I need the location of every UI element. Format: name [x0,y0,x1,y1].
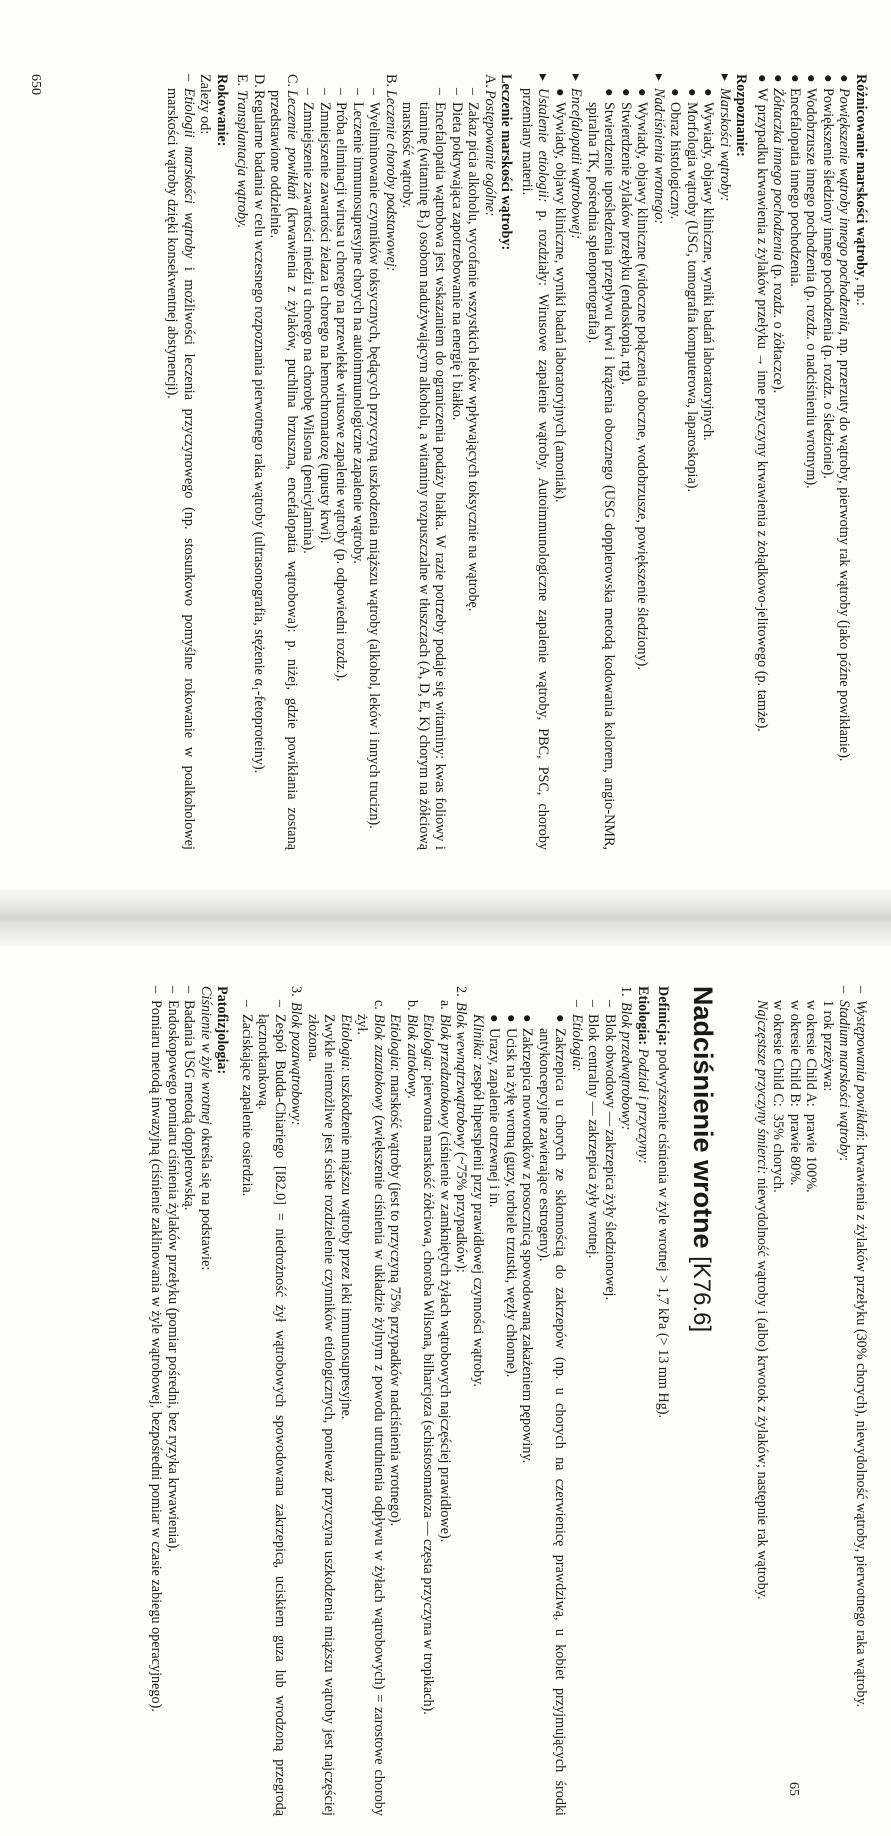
block-1-etiology-item [519,1014,536,1816]
definition-text: podwyższenie ciśnienia w żyle wrotnej > 1,7 kPa (> 13 mm Hg). [655,1045,672,1419]
block-1-item-text [602,1014,619,1300]
treatment-a-item [399,88,449,850]
diagnosis-item-text: Wywiady, objawy kliniczne (widoczne połączenia oboczne, wodobrzusze, powiększenie śledziony). [634,102,651,670]
pathophysiology-item-text [148,1000,165,1712]
dash-marker: – [239,1000,255,1008]
prognosis-intro: Zależy od: [197,74,214,135]
diff-item-text: W przypadku krwawienia z żylaków przełyku → inne przyczyny krwawienia z żołądkowo-jelitowego (p. tamże). [754,88,770,732]
chapter-heading [686,986,720,1816]
block-1-item-text: Blok obwodowy — zakrzepica żyły śledzionowej. [602,1014,618,1301]
block-2-number: 2. [453,986,470,997]
treatment-b-item-text [366,102,383,829]
block-3-item-text: Zespół Budda-Chiariego [I82.0] = niedrożność żył wątrobowych spowodowana zakrzepicą, uciskiem guza lub wrodzoną przegrodą łącznotkankową. [255,1014,288,1816]
triangle-bullet-icon: ▸ [535,74,552,82]
block-3-number: 3. [288,986,305,997]
diagnosis-group-list [552,88,569,850]
block-1-number: 1. [618,986,635,997]
dash-marker: – [333,88,350,96]
dash-marker: – [181,74,197,82]
survival-item: w okresie Child B: prawie 80%. [787,1000,803,1186]
survival-intro: 1 rok przeżywa: [820,1000,836,1092]
dash-marker: – [569,1000,585,1008]
block-2-title-rest: (~75% przypadków): [453,1148,470,1273]
survival-block [754,1000,837,1816]
block-2c-etiology-text: uszkodzenie miąższu wątroby przez leki immunosupresyjne. [338,1071,354,1420]
diagnosis-item-text: Wywiady, objawy kliniczne, wyniki badań laboratoryjnych (amoniak). [552,102,568,503]
block-1-etiology-item-text: Zakrzepica noworodków z posocznicą spowodowaną zakażeniem pępowiny. [519,1028,536,1464]
diagnosis-group [568,74,585,850]
pathophysiology-item [148,986,165,1816]
treatment-b-label: B. [383,74,399,88]
diagnosis-group-list [667,88,717,850]
differential-item-text [803,88,820,489]
pathophysiology-item-text: Endoskopowego pomiaru ciśnienia żylaków przełyku (pomiar pośredni, bez ryzyka krwawienia). [165,1000,181,1552]
treatment-b-item-text: Leczenie immunosupresyjne chorych na autoimmunologiczne zapalenie wątroby. [350,102,366,564]
diagnosis-group-title: Marskości wątroby: [717,88,733,202]
pathophysiology-item-text: Badania USG metodą dopplerowską. [181,1000,198,1211]
top-item-text: : krwawienia z żylaków przełyku (30% chorych), niewydolność wątroby, pierwotnego raka wątroby. [853,1137,869,1708]
diagnosis-item-text: Stwierdzenie upośledzenia przepływu krwi i krążenia obocznego (USG dopplerowska metodą kodowania kolorem, angio-NMR, spiralna TK, pośrednia splenoportografia). [585,102,618,850]
etiology-label: Etiologia: [635,986,651,1046]
block-3-list [239,1000,289,1816]
block-2b-letter: b. [404,1000,420,1011]
treatment-heading: Leczenie marskości wątroby: [498,74,515,251]
treatment-b-item-text: Próba eliminacji wirusa u chorego na przewlekłe wirusowe zapalenie wątroby (p. odpowiedni rozdz.). [333,102,350,682]
diagnosis-group-list [585,88,651,850]
bullet-icon: ● [836,74,853,83]
left-page [0,0,891,890]
treatment-a-item-text: Encefalopatia wątrobowa jest wskazaniem do ograniczenia podaży białka. W razie potrzeby podaje się witaminy: kwas foliowy i tiaminę (witaminę B₁) osobom nadużywającym alkoholu, a witaminy rozpuszczalne w tłuszczach (A, D, E, K) chorym na żółciową marskość wątroby. [399,102,449,850]
survival-list [770,1000,820,1816]
diagnosis-item-text [634,102,651,670]
prognosis-factor [836,986,853,1816]
block-1-etiology-item-text: Urazy, zapalenie otrzewnej i in. [486,1028,503,1208]
dash-marker: – [836,986,853,994]
bullet-icon: ● [684,88,700,97]
treatment-b-item [350,88,367,850]
diff-item-text: Powiększenie śledziony innego pochodzenia (p. rozdz. o śledzionie). [820,88,836,479]
diagnosis-section [519,74,750,850]
differential-item [770,74,787,850]
block-1-etiology-label: Etiologia: [569,1014,585,1072]
survival-item: w okresie Child C: 35% chorych. [770,1000,787,1193]
bullet-icon: ● [787,74,803,83]
dash-marker: – [300,88,317,96]
differential-heading: Różnicowanie marskości wątroby [853,74,869,278]
diagnosis-group-text [568,88,585,239]
triangle-bullet-icon: ▸ [568,74,585,82]
top-item-em: Stadium marskości wątroby [836,1000,853,1158]
prognosis-item-em: Etiologii marskości wątroby [181,88,197,259]
block-2a-etiology-text: pierwotna marskość żółciowa, choroba Wilsona, bilharcjoza (schistosomatoza — częsta przyczyna w tropikach). [420,1071,437,1715]
block-1-clinic-label: Klinika: [470,1014,486,1061]
diagnosis-item-text: Stwierdzenie żylaków przełyku (endoskopia, rtg). [618,102,634,385]
icd-code: [K76.6] [688,1256,716,1333]
diagnosis-groups [552,74,734,850]
block-3-item [255,1000,288,1816]
etiology-heading [635,986,652,1816]
block-1-clinic-text: zespół hipersplenii przy prawidłowej czynności wątroby. [470,1060,486,1387]
diagnosis-group [651,74,668,850]
diagnosis-item-text: Wywiady, objawy kliniczne, wyniki badań laboratoryjnych. [700,102,717,441]
diagnosis-item [552,88,569,850]
etiology-line [519,74,552,850]
bullet-icon: ● [820,74,836,83]
bullet-icon: ● [803,74,820,83]
block-2a-etiology-label: Etiologia: [420,1014,437,1072]
treatment-a-list [399,88,482,850]
diagnosis-item-text [700,102,717,441]
block-3-item [239,1000,256,1816]
block-2-note: Zwykle niemożliwe jest ścisłe rozdzielenie czynników etiologicznych, ponieważ przyczyna uszkodzenia miąższu wątroby jest najczęściej złożona. [305,1014,338,1816]
diff-item-post: (p. rozdz. o żółtaczce). [770,260,787,394]
treatment-b-item [333,88,350,850]
block-1-etiology-item-text [503,1028,520,1377]
bullet-icon: ● [503,1014,519,1023]
bullet-icon: ● [552,1014,569,1023]
diagnosis-item-text: Morfologia wątroby (USG, tomografia komputerowa, laparoskopia). [684,102,700,493]
pathophysiology-item [165,986,182,1816]
dash-marker: – [350,88,366,96]
pathophysiology-item [181,986,198,1816]
treatment-c-em: Leczenie powikłań [284,90,300,200]
diagnosis-item [684,88,701,850]
bullet-icon: ● [552,88,568,97]
etiology-line-em: Ustalenie etiologii: [535,88,552,203]
pathophysiology-intro: określa się na podstawie: [198,1124,214,1271]
treatment-b-item-text: Wyeliminowanie czynników toksycznych, będących przyczyną uszkodzenia miąższu wątroby (alkohol, leków i innych trucizn). [366,102,383,829]
treatment-b-item-text [317,102,334,544]
prognosis-heading: Rokowanie: [214,74,230,147]
block-1-etiology-list [486,1014,569,1816]
prognosis-continued [836,986,869,1816]
block-1-etiology-item-text [519,1028,536,1463]
top-item-em: Występowania powikłań [853,1000,869,1138]
diagnosis-group-title: Nadciśnienia wrotnego: [651,88,667,225]
block-2c-letter: c. [371,1000,387,1010]
diagnosis-item-text [684,102,701,492]
book-gutter [0,890,891,946]
treatment-a-item-text [399,102,449,850]
pathophysiology-intro-em: Ciśnienie w żyle wrotnej [198,986,214,1125]
block-3-item-text: Zaciskające zapalenie osierdzia. [239,1014,255,1197]
diagnosis-item [700,88,717,850]
bullet-icon: ● [486,1014,503,1023]
definition [655,986,672,1816]
block-3 [288,986,305,1816]
block-2a-title: Blok przedzatokowy [437,1014,453,1128]
etiology-line-text: p. rozdziały: Wirusowe zapalenie wątroby, Autoimmunologiczne zapalenie wątroby, PBC, PSC, choroby przemiany materii. [519,88,552,851]
block-2a-text: (ciśnienie w zamkniętych żyłach wątrobowych najczęściej prawidłowe). [437,1127,453,1543]
treatment-b-item-text: Zmniejszenie zawartości miedzi u chorego na chorobę Wilsona (penicylamina). [300,102,317,554]
differential-item-text [787,88,804,287]
treatment-e-em: Transplantacja wątroby. [234,90,251,229]
treatment-a-title: Postępowanie ogólne: [482,90,498,217]
diff-item-text: Encefalopatia innego pochodzenia. [787,88,803,287]
treatment-a [482,74,499,850]
bullet-icon: ● [519,1014,536,1023]
block-2a-letter: a. [437,1000,453,1010]
differential-heading-suffix: , np.: [853,277,869,306]
diagnosis-item-text [667,102,684,219]
differential-item [754,74,771,850]
block-1 [618,986,635,1816]
treatment-b-title: Leczenie choroby podstawowej: [383,90,399,272]
treatment-d-label: D. [251,74,267,88]
bullet-icon: ● [601,88,618,97]
dash-marker: – [853,986,869,994]
dash-marker: – [449,88,465,96]
diagnosis-item [585,88,618,850]
treatment-a-label: A. [482,74,498,88]
block-1-etiology-item [503,1014,520,1816]
chapter-title: Nadciśnienie wrotne [688,986,719,1249]
diagnosis-group-text [717,88,734,201]
differential-item [836,74,853,850]
diagnosis-item [634,88,651,850]
pathophysiology-item-text [181,1000,198,1210]
diff-item-em: Żółtaczka innego pochodzenia [770,88,787,261]
pathophysiology-item-text [165,1000,182,1552]
block-3-item-text [255,1014,288,1816]
diff-item-em: Powiększenie wątroby innego pochodzenia [836,88,853,332]
dash-marker: – [272,1000,288,1008]
left-page-number: 650 [28,74,43,95]
block-3-item-text [239,1014,256,1196]
diagnosis-item-text [552,102,569,502]
bullet-icon: ● [700,88,717,97]
block-2c [354,1000,387,1816]
block-1-item [602,1000,619,1816]
treatment-b [383,74,400,850]
block-1-etiology-item-text: Zakrzepica u chorych ze skłonnością do zakrzepów (np. u chorych na czerwienicę prawdziwą, u kobiet przyjmujących środki antykoncepcyjne zawierające estrogeny). [536,1028,569,1816]
treatment-a-item-text: Dieta pokrywająca zapotrzebowanie na energię i białko. [449,102,465,421]
dash-marker: – [165,986,181,994]
treatment-c [267,74,300,850]
block-1-list [585,1000,618,1816]
treatment-b-item-text [300,102,317,554]
treatment-b-item [300,88,317,850]
block-1-etiology-item-text: Ucisk na żyłę wrotną (guzy, torbiele trzustki, węzły chłonne). [503,1028,519,1378]
treatment-d [251,74,268,850]
block-2b-title: Blok zatokowy. [404,1014,420,1100]
dash-marker: – [317,88,333,96]
death-causes-text: niewydolność wątroby i (albo) krwotok z żylaków; następnie rak wątroby. [754,1174,770,1600]
bullet-icon: ● [770,74,787,83]
diagnosis-group-text [651,88,668,224]
treatment-section [234,74,515,850]
diagnosis-item [618,88,635,850]
block-2b [404,1000,421,1816]
diagnosis-item [667,88,684,850]
block-1-item-text: Blok centralny — zakrzepica żyły wrotnej. [585,1014,602,1259]
right-page-number: 65 [786,1782,801,1796]
treatment-a-item-text [449,102,466,420]
block-2c-title: Blok zazatokowy [371,1014,387,1111]
prognosis-factor-text [836,1000,853,1161]
treatment-a-item [449,88,466,850]
dash-marker: – [602,1000,618,1008]
block-1-title: Blok przedwątrobowy: [618,1002,635,1131]
block-1-etiology-item-text [536,1028,569,1816]
treatment-b-item [366,88,383,850]
definition-label: Definicja: [655,986,672,1046]
pathophysiology-heading: Patofizjologia: [214,986,231,1075]
differential-item [787,74,804,850]
treatment-a-item-text: Zakaz picia alkoholu, wycofanie wszystkich leków wpływających toksycznie na wątrobę. [465,102,482,612]
dash-marker: – [148,986,165,994]
diagnosis-item-text: Obraz histologiczny. [667,102,684,220]
treatment-b-item-text: Zmniejszenie zawartości żelaza u chorego na hemochromatozę (upusty krwi). [317,102,333,544]
differential-item [820,74,837,850]
block-1-item-text [585,1014,602,1258]
bullet-icon: ● [754,74,770,83]
death-causes-em: Najczęstsze przyczyny śmierci: [754,1000,770,1175]
etiology-sub: Podział i przyczyny: [635,1048,651,1164]
dash-marker: – [465,88,482,96]
block-1-etiology [569,1000,586,1816]
triangle-bullet-icon: ▸ [717,74,733,82]
diagnosis-group-title: Encefalopatii wątrobowej: [568,88,585,240]
prognosis-factor [853,986,870,1816]
diagnosis-item-text [585,102,618,850]
bullet-icon: ● [618,88,634,97]
differential-item-text [836,88,853,761]
block-2c-text: (zwiększenie ciśnienia w układzie żylnym z powodu utrudnienia odpływu w żyłach wątrobowych) = zarostowe choroby żył. [354,1014,387,1816]
block-2b-etiology-label: Etiologia: [387,1014,404,1072]
diff-item-text: Wodobrzusze innego pochodzenia (p. rozdz. o nadciśnieniu wrotnym). [803,88,820,489]
dash-marker: – [432,88,449,96]
treatment-e [234,74,251,850]
diff-item-post: , np. przerzuty do wątroby, pierwotny rak wątroby (jako późne powikłanie). [836,331,853,762]
triangle-bullet-icon: ▸ [651,74,667,82]
prognosis-factor-text [853,1000,870,1707]
block-1-etiology-item [536,1014,569,1816]
bullet-icon: ● [667,88,684,97]
differential-item [803,74,820,850]
differential-item-text [820,88,837,479]
treatment-a-item-text [465,102,482,611]
prognosis-item [164,74,197,850]
block-2a [437,1000,454,1816]
diagnosis-group [717,74,734,850]
block-1-item [585,1000,602,1816]
differential-list [754,74,853,850]
differential-item-text [754,88,771,732]
treatment-c-text: (krwawienia z żylaków, puchlina brzuszna, encefalopatia wątrobowa): p. niżej, gdzie powikłania zostaną przedstawione oddzielnie. [267,90,300,850]
differential-item-text [770,88,787,393]
block-2 [453,986,470,1816]
treatment-b-item-text [333,102,350,682]
block-1-etiology-item-text [486,1028,503,1207]
treatment-a-item [465,88,482,850]
pathophysiology-item-text: Pomiaru metodą inwazyjną (ciśnienie zaklinowania w żyle wątrobowej, bezpośredni pomiar w czasie zabiegu operacyjnego). [148,1000,165,1712]
block-2c-etiology-label: Etiologia: [338,1014,354,1072]
treatment-c-label: C. [284,74,300,88]
survival-item: w okresie Child A: prawie 100%. [803,1000,820,1193]
block-2-title: Blok wewnątrzwątrobowy [453,1002,470,1149]
treatment-d-text: Regularne badania w celu wczesnego rozpoznania pierwotnego raka wątroby (ultrasonografia, stężenie α₁-fetoproteiny). [251,90,267,774]
diagnosis-item-text [618,102,635,385]
diagnosis-heading: Rozpoznanie: [733,74,750,157]
block-1-etiology-item [486,1014,503,1816]
dash-marker: – [366,88,383,96]
prognosis-section [164,74,230,850]
treatment-e-label: E. [234,74,251,87]
top-item-text: : [836,1157,853,1162]
right-page [0,946,891,1836]
block-2b-etiology-text: marskość wątroby (jest to przyczyną 75% przypadków nadciśnienia wrotnego). [387,1071,404,1527]
treatment-b-list [300,88,383,850]
dash-marker: – [181,986,198,994]
pathophysiology-list [148,986,198,1816]
prognosis-item-text: i możliwości leczenia przyczynowego (np. stosunkowo pomyślne rokowanie w poalkoholowej marskości wątroby dzięki konsekwentnej abstynencji). [164,88,197,850]
dash-marker: – [585,1000,602,1008]
block-3-title: Blok pozawątrobowy: [288,1002,305,1126]
treatment-b-item [317,88,334,850]
treatment-b-item-text [350,102,367,564]
differential-section [754,74,870,850]
bullet-icon: ● [634,88,651,97]
